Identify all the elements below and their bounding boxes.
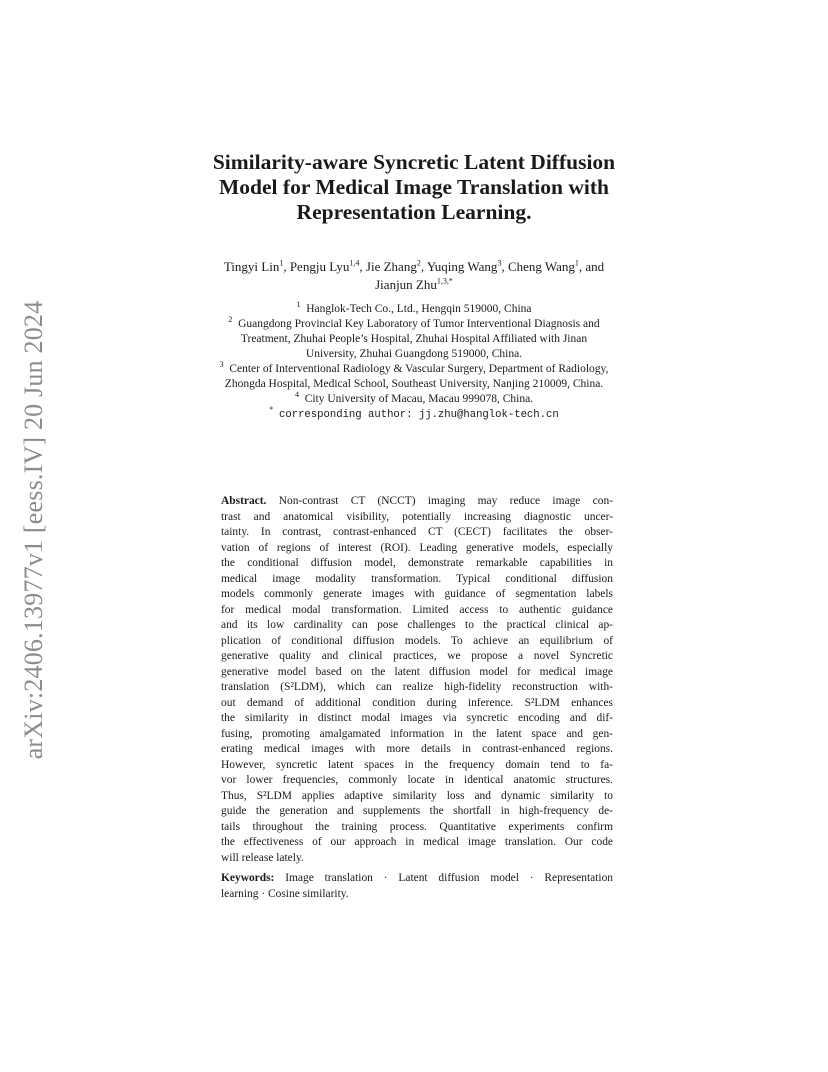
author-line-2 — [150, 276, 678, 294]
abstract-line — [221, 820, 613, 836]
author-name: Pengju Lyu — [289, 259, 350, 274]
affiliation-text: Guangdong Provincial Key Laboratory of Tumor Interventional Diagnosis and — [238, 318, 600, 330]
affiliation-line — [150, 392, 678, 407]
abstract-line — [221, 556, 613, 572]
keywords-text: learning · Cosine similarity. — [221, 887, 349, 900]
abstract-text: erating medical images with more details in contrast-enhanced regions. — [221, 743, 613, 755]
abstract-line — [221, 603, 613, 619]
affiliation-text: City University of Macau, Macau 999078, China. — [304, 393, 534, 405]
abstract-text: plication of conditional diffusion models. To achieve an equilibrium of — [221, 634, 613, 647]
author-separator: , — [283, 259, 290, 274]
abstract-text: the similarity in distinct modal images via syncretic encoding and dif- — [221, 712, 613, 724]
author-name: Cheng Wang — [507, 259, 575, 274]
abstract-text: vation of regions of interest (ROI). Leading generative models, especially — [221, 541, 613, 554]
abstract-line — [221, 587, 613, 603]
abstract-text: the effectiveness of our approach in medical image translation. Our code — [221, 836, 613, 848]
abstract-line — [221, 525, 613, 541]
author-name: Yuqing Wang — [426, 259, 498, 274]
abstract-text: generative quality and clinical practices, we propose a novel Syncretic — [221, 650, 613, 662]
abstract-text: medical image modality transformation. Typical conditional diffusion — [221, 572, 613, 585]
corresponding-author — [150, 407, 678, 423]
abstract — [221, 494, 613, 866]
abstract-text: vor lower frequencies, commonly locate in identical anatomic structures. — [221, 774, 613, 786]
abstract-text: the conditional diffusion model, demonstrate remarkable capabilities in — [221, 557, 613, 569]
keywords-heading: Keywords: — [221, 872, 275, 884]
abstract-line — [221, 851, 613, 867]
affiliation-text: Center of Interventional Radiology & Vascular Surgery, Department of Radiology, — [229, 363, 609, 375]
abstract-line — [221, 758, 613, 774]
abstract-line — [221, 742, 613, 758]
abstract-line — [221, 618, 613, 634]
abstract-text: out demand of additional condition during inference. S²LDM enhances — [221, 696, 613, 709]
keywords-line — [221, 871, 613, 887]
abstract-text: fusing, promoting amalgamated information in the latent space and gen- — [221, 727, 613, 740]
affiliation-line: University, Zhuhai Guangdong 519000, China. — [305, 348, 523, 360]
abstract-line — [221, 835, 613, 851]
abstract-line — [221, 494, 613, 510]
abstract-text: translation (S²LDM), which can realize high-fidelity reconstruction with- — [221, 681, 613, 693]
abstract-heading: Abstract. — [221, 495, 267, 507]
abstract-text: and its low cardinality can pose challenges to the practical clinical ap- — [221, 619, 613, 631]
abstract-text: guide the generation and supplements the shortfall in high-frequency de- — [221, 805, 613, 817]
author-name: Tingyi Lin — [223, 259, 280, 274]
affiliation-sup: 1 — [296, 300, 301, 310]
abstract-text: Thus, S²LDM applies adaptive similarity loss and dynamic similarity to — [221, 789, 613, 802]
abstract-line — [221, 696, 613, 712]
affiliation-sup: 4 — [294, 390, 299, 400]
abstract-line — [221, 634, 613, 650]
affiliation-line — [150, 362, 678, 377]
abstract-text: However, syncretic latent spaces in the frequency domain tend to fa- — [221, 758, 613, 771]
affiliation-line — [150, 317, 678, 332]
abstract-text: trast and anatomical visibility, potentially increasing diagnostic uncer- — [221, 510, 613, 523]
abstract-line — [221, 510, 613, 526]
abstract-line — [221, 680, 613, 696]
abstract-text: Non-contrast CT (NCCT) imaging may reduce image con- — [278, 495, 614, 507]
abstract-line — [221, 773, 613, 789]
keywords — [221, 871, 613, 902]
abstract-line — [221, 572, 613, 588]
title-line: Similarity-aware Syncretic Latent Diffusion — [212, 150, 616, 174]
author-name: Jianjun Zhu — [375, 277, 437, 292]
affiliation-sup: 3 — [219, 360, 224, 370]
corresponding-sup: * — [269, 405, 274, 415]
author-affil-sup: 1 — [279, 258, 284, 268]
author-list — [150, 258, 678, 294]
author-and: , and — [578, 259, 605, 274]
affiliation-text: Hanglok-Tech Co., Ltd., Hengqin 519000, China — [306, 303, 532, 315]
paper-title — [150, 150, 678, 225]
abstract-line — [221, 727, 613, 743]
abstract-line — [221, 665, 613, 681]
author-separator: , — [359, 259, 366, 274]
corresponding-email-text: corresponding author: jj.zhu@hanglok-tech.cn — [279, 409, 559, 421]
abstract-text: for medical modal transformation. Limited access to authentic guidance — [221, 603, 613, 616]
author-affil-sup: 1,4 — [349, 258, 360, 268]
affiliation-line: Treatment, Zhuhai People’s Hospital, Zhuhai Hospital Affiliated with Jinan — [240, 333, 588, 345]
affiliations — [150, 302, 678, 423]
abstract-text: models commonly generate images with guidance of segmentation labels — [221, 588, 613, 600]
arxiv-sidebar — [14, 290, 54, 770]
author-separator: , — [420, 259, 427, 274]
abstract-line — [221, 789, 613, 805]
author-name: Jie Zhang — [365, 259, 417, 274]
keywords-line — [221, 887, 613, 903]
arxiv-identifier: arXiv:2406.13977v1 [eess.IV] 20 Jun 2024 — [19, 300, 48, 760]
abstract-line — [221, 649, 613, 665]
author-affil-sup: 1 — [574, 258, 579, 268]
title-line: Model for Medical Image Translation with — [219, 175, 609, 199]
author-affil-sup: 1,3,* — [436, 276, 453, 286]
abstract-line — [221, 804, 613, 820]
keywords-text: Image translation · Latent diffusion model · Representation — [285, 872, 614, 884]
abstract-line — [221, 711, 613, 727]
abstract-text: tails throughout the training process. Quantitative experiments confirm — [221, 820, 613, 833]
author-affil-sup: 2 — [416, 258, 421, 268]
abstract-text: tainty. In contrast, contrast-enhanced CT (CECT) facilitates the obser- — [221, 526, 613, 538]
abstract-text: will release lately. — [221, 851, 304, 864]
author-line-1 — [150, 258, 678, 276]
author-affil-sup: 3 — [497, 258, 502, 268]
author-separator: , — [501, 259, 508, 274]
affiliation-line: Zhongda Hospital, Medical School, Southeast University, Nanjing 210009, China. — [224, 378, 604, 390]
abstract-text: generative model based on the latent diffusion model for medical image — [221, 665, 613, 678]
abstract-line — [221, 541, 613, 557]
title-line: Representation Learning. — [296, 200, 532, 224]
affiliation-sup: 2 — [228, 315, 233, 325]
